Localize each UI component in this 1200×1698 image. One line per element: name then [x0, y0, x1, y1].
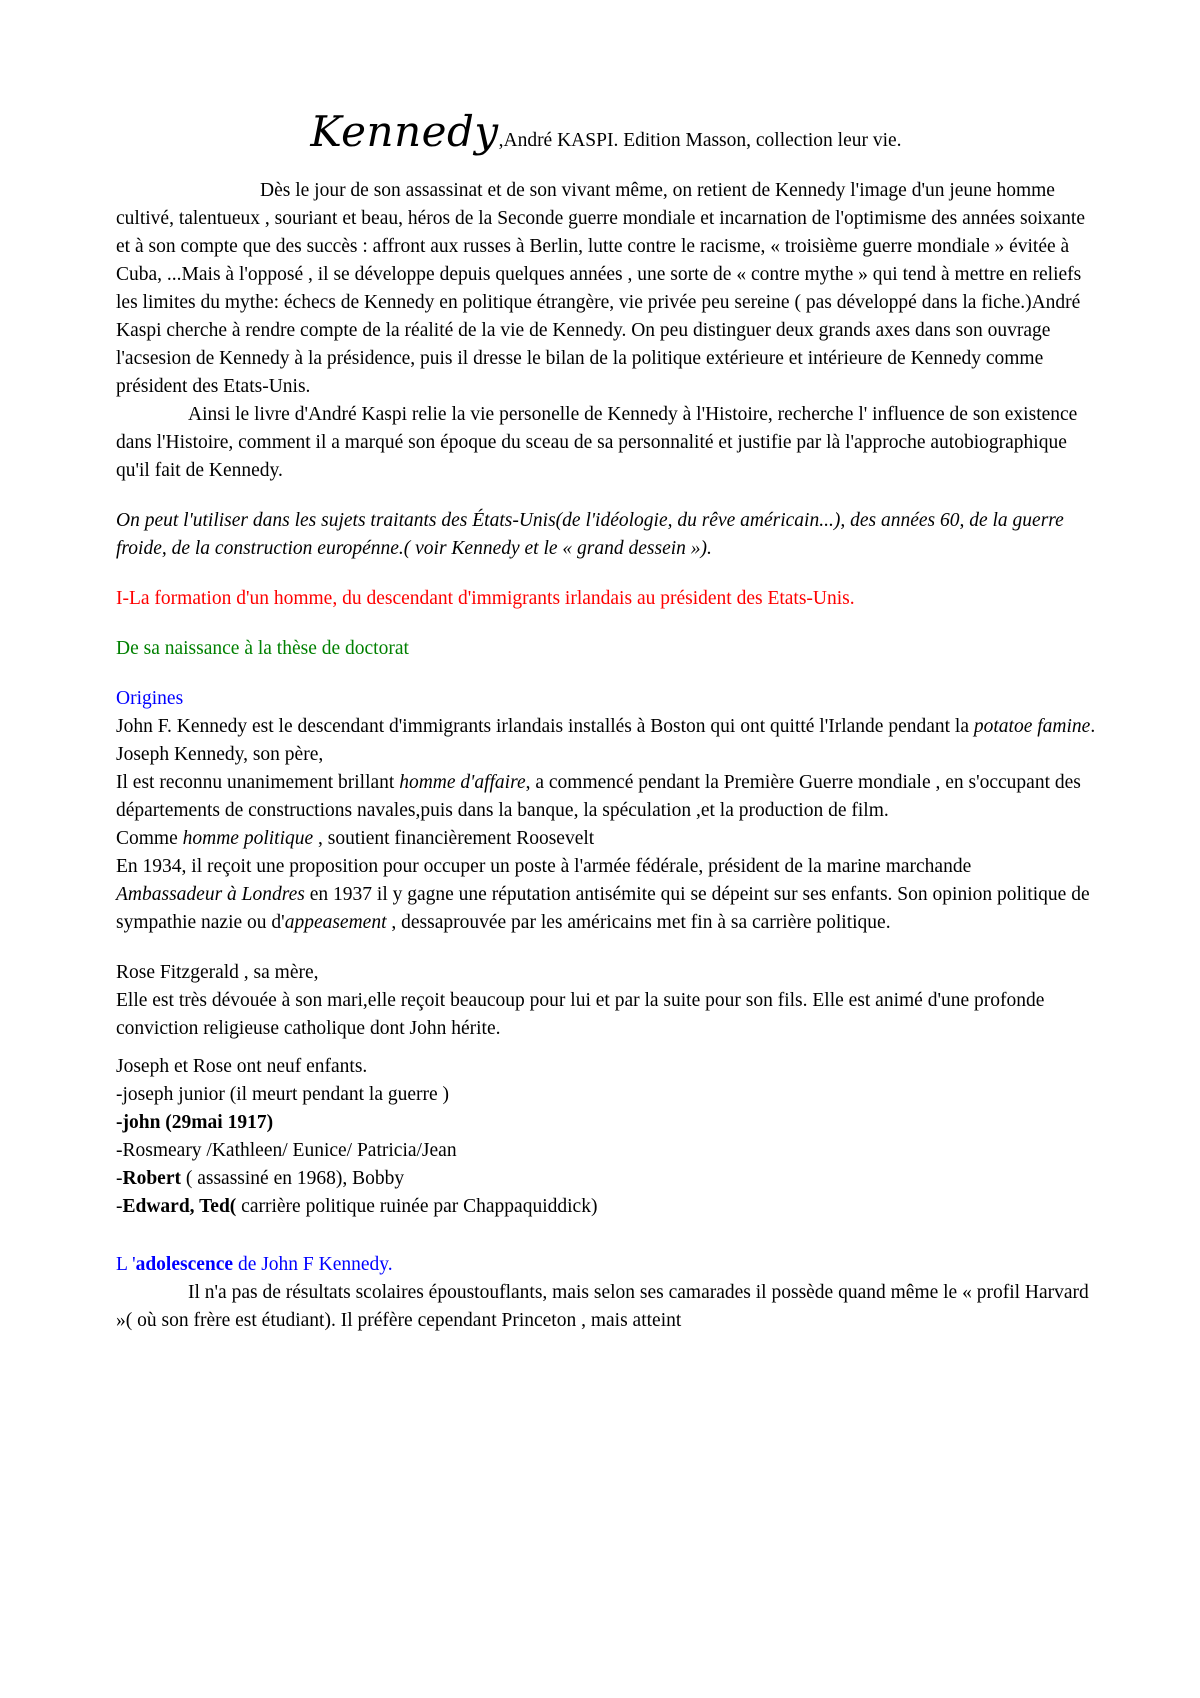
father-label: Joseph Kennedy, son père,: [116, 744, 324, 765]
origines-heading: Origines: [116, 688, 184, 709]
document-page: [116, 107, 1096, 1335]
document-title: Kennedy: [310, 107, 499, 156]
subsection-heading: De sa naissance à la thèse de doctorat: [116, 638, 409, 659]
text-run-italic: potatoe famine: [973, 716, 1091, 737]
father-paragraph-2: [116, 825, 1096, 853]
text-run: carrière politique ruinée par Chappaquiddick): [236, 1196, 598, 1217]
child-item: -john (29mai 1917): [116, 1112, 274, 1133]
adolescence-heading: [116, 1251, 1096, 1279]
mother-paragraph: Elle est très dévouée à son mari,elle reçoit beaucoup pour lui et par la suite pour son fils. Elle est animé d'une profonde conviction religieuse catholique dont John hérite.: [116, 990, 1045, 1039]
text-run: .: [1090, 716, 1096, 737]
child-item: -Rosmeary /Kathleen/ Eunice/ Patricia/Jean: [116, 1140, 457, 1161]
usage-note: On peut l'utiliser dans les sujets traitants des États-Unis(de l'idéologie, du rêve américain...), des années 60, de la guerre froide, de la construction europénne.( voir Kennedy et le « grand dessein »).: [116, 510, 1064, 559]
father-paragraph-3: En 1934, il reçoit une proposition pour occuper un poste à l'armée fédérale, président de la marine marchande: [116, 856, 972, 877]
text-run: L ': [116, 1254, 136, 1275]
text-run-italic: appeasement: [284, 912, 387, 933]
child-item: [116, 1193, 1096, 1221]
text-run-italic: Ambassadeur à Londres: [116, 884, 305, 905]
origines-paragraph: [116, 713, 1096, 741]
text-run-bold: Robert: [122, 1168, 181, 1189]
text-run-bold: Edward, Ted(: [122, 1196, 237, 1217]
text-run-italic: homme politique: [182, 828, 314, 849]
document-title-line: [116, 107, 1096, 163]
adolescence-paragraph: Il n'a pas de résultats scolaires époustouflants, mais selon ses camarades il possède quand même le « profil Harvard »( où son frère est étudiant). Il préfère cependant Princeton , mais atteint: [116, 1282, 1089, 1331]
text-run-bold: adolescence: [135, 1254, 234, 1275]
child-item: [116, 1165, 1096, 1193]
text-run: Il est reconnu unanimement brillant: [116, 772, 400, 793]
text-run: , soutient financièrement Roosevelt: [313, 828, 595, 849]
mother-label: Rose Fitzgerald , sa mère,: [116, 962, 319, 983]
children-intro: Joseph et Rose ont neuf enfants.: [116, 1056, 368, 1077]
text-run: , dessaprouvée par les américains met fin à sa carrière politique.: [386, 912, 891, 933]
child-item: -joseph junior (il meurt pendant la guerre ): [116, 1084, 450, 1105]
section-heading-1: I-La formation d'un homme, du descendant d'immigrants irlandais au président des Etats-Unis.: [116, 588, 855, 609]
intro-paragraph-1: Dès le jour de son assassinat et de son vivant même, on retient de Kennedy l'image d'un jeune homme cultivé, talentueux , souriant et beau, héros de la Seconde guerre mondiale et incarnation de l'optimisme des années soixante et à son compte que des succès : affront aux russes à Berlin, lutte contre le racisme, « troisième guerre mondiale » évitée à Cuba, ...Mais à l'opposé , il se développe depuis quelques années , une sorte de « contre mythe » qui tend à mettre en reliefs les limites du mythe: échecs de Kennedy en politique étrangère, vie privée peu sereine ( pas développé dans la fiche.)André Kaspi cherche à rendre compte de la réalité de la vie de Kennedy. On peu distinguer deux grands axes dans son ouvrage l'acsesion de Kennedy à la présidence, puis il dresse le bilan de la politique extérieure et intérieure de Kennedy comme président des Etats-Unis.: [116, 180, 1085, 397]
text-run: , a commencé pendant la Première Guerre mondiale , en s'occupant des départements de constructions navales,puis dans la banque, la spéculation ,et la production de film.: [116, 772, 1081, 821]
text-run: -: [116, 1196, 123, 1217]
intro-paragraph-2: Ainsi le livre d'André Kaspi relie la vie personelle de Kennedy à l'Histoire, recherche l' influence de son existence dans l'Histoire, comment il a marqué son époque du sceau de sa personnalité et justifie par là l'approche autobiographique qu'il fait de Kennedy.: [116, 404, 1078, 481]
text-run: en 1937 il y gagne une réputation antisémite qui se dépeint sur ses enfants. Son opinion politique de sympathie nazie ou d': [116, 884, 1090, 933]
text-run: -: [116, 1168, 123, 1189]
text-run: ( assassiné en 1968), Bobby: [180, 1168, 405, 1189]
text-run: Comme: [116, 828, 183, 849]
text-run: de John F Kennedy.: [233, 1254, 393, 1275]
document-subtitle: ,André KASPI. Edition Masson, collection leur vie.: [498, 130, 902, 151]
text-run-italic: homme d'affaire: [399, 772, 526, 793]
text-run: John F. Kennedy est le descendant d'immigrants irlandais installés à Boston qui ont quitté l'Irlande pendant la: [116, 716, 974, 737]
father-paragraph-4: [116, 881, 1096, 937]
father-paragraph-1: [116, 769, 1096, 825]
